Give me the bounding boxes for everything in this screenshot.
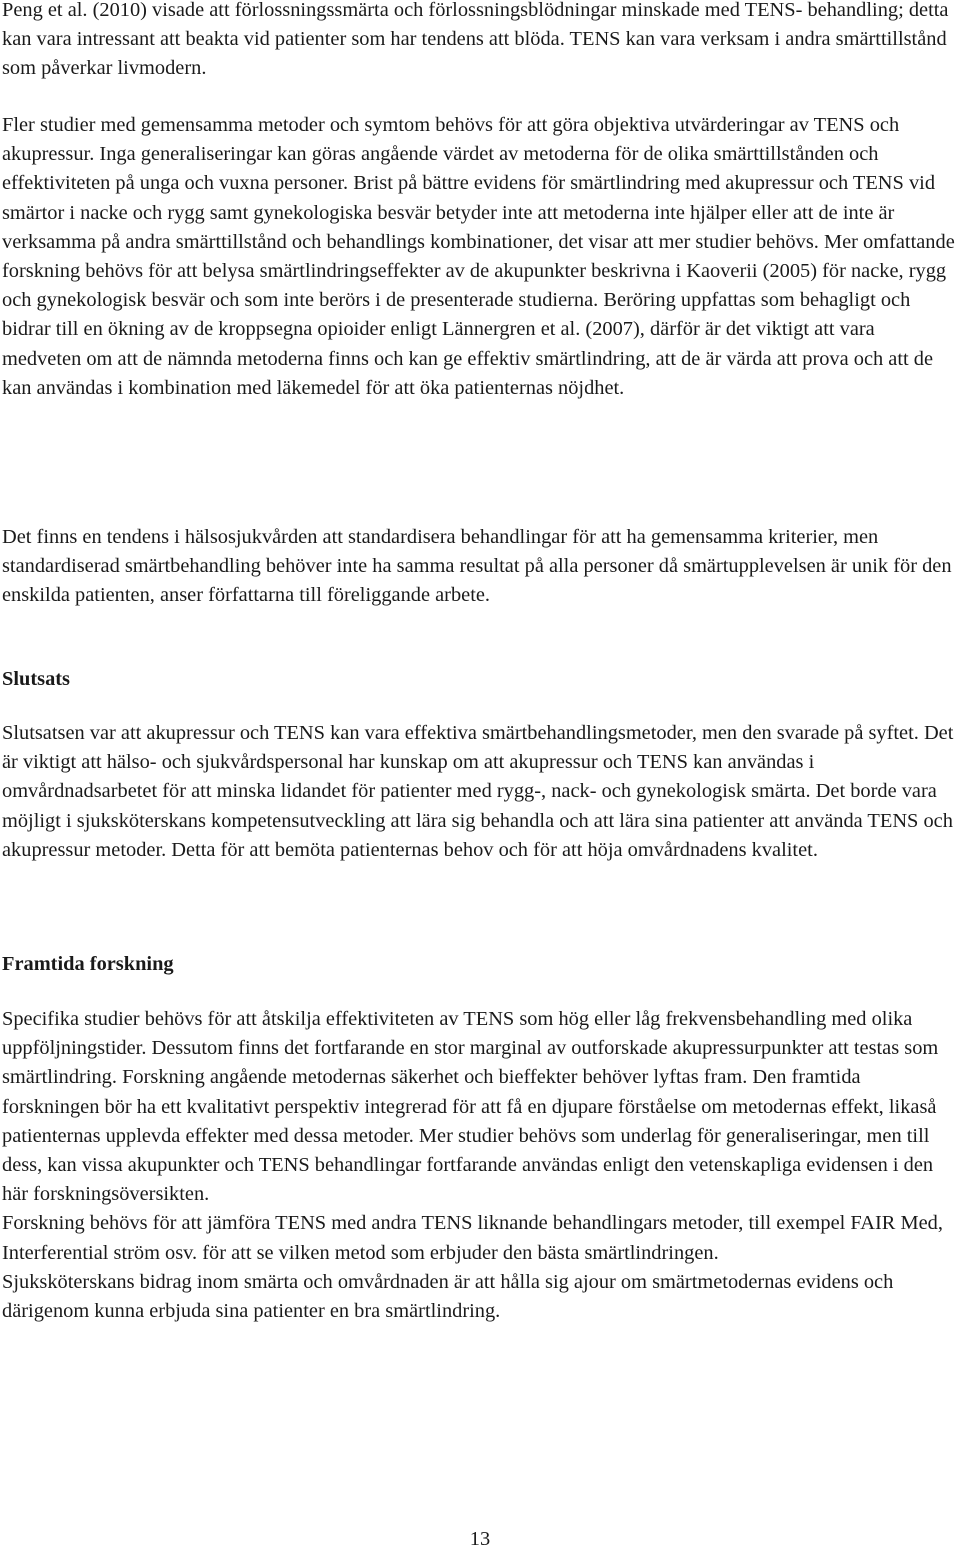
heading-slutsats: Slutsats	[2, 668, 70, 690]
paragraph-framtida-1: Specifika studier behövs för att åtskilja effektiviteten av TENS som hög eller låg frekvensbehandling med olika uppföljningstider. Dessutom finns det fortfarande en stor marginal av outforskade akupressurpunkter att testas som smärtlindring. Forskning angående metodernas säkerhet och bieffekter behöver lyftas fram. Den framtida forskningen bör ha ett kvalitativt perspektiv integrerad för att få en djupare förståelse om metodernas effekt, likaså patienternas upplevda effekter med dessa metoder. Mer studier behövs som underlag för generaliseringar, men till dess, kan vissa akupunkter och TENS behandlingar fortfarande användas enligt den vetenskapliga evidensen i den här forskningsöversikten.	[2, 1008, 939, 1206]
paragraph-slutsats: Slutsatsen var att akupressur och TENS kan vara effektiva smärtbehandlingsmetoder, men den svarade på syftet. Det är viktigt att hälso- och sjukvårdspersonal har kunskap om att akupressur och TENS kan användas i omvårdnadsarbetet för att minska lidandet för patienter med rygg-, nack- och gynekologisk smärta. Det borde vara möjligt i sjuksköterskans kompetensutveckling att lära sig behandla och att lära sina patienter att använda TENS och akupressur metoder. Detta för att bemöta patienternas behov och för att höja omvårdnadens kvalitet.	[2, 722, 954, 861]
paragraph-peng: Peng et al. (2010) visade att förlossningssmärta och förlossningsblödningar minskade med TENS- behandling; detta kan vara intressant att beakta vid patienter som har tendens att blöda. TENS kan vara verksam i andra smärttillstånd som påverkar livmodern.	[2, 0, 949, 80]
discussion-paragraph	[2, 111, 957, 403]
paragraph-framtida-3: Sjuksköterskans bidrag inom smärta och omvårdnaden är att hålla sig ajour om smärtmetodernas evidens och därigenom kunna erbjuda sina patienter en bra smärtlindring.	[2, 1270, 894, 1323]
paragraph-framtida-2: Forskning behövs för att jämföra TENS med andra TENS liknande behandlingars metoder, till exempel FAIR Med, Interferential ström osv. för att se vilken metod som erbjuder den bästa smärtlindringen.	[2, 1212, 943, 1264]
heading-framtida-forskning: Framtida forskning	[2, 953, 174, 975]
framtida-section	[2, 1005, 957, 1326]
paragraph-standardization: Det finns en tendens i hälsosjukvården att standardisera behandlingar för att ha gemensamma kriterier, men standardiserad smärtbehandling behöver inte ha samma resultat på alla personer då smärtupplevelsen är unik för den enskilda patienten, anser författarna till föreliggande arbete.	[2, 526, 952, 607]
standardization-paragraph	[2, 523, 957, 611]
paragraph-studies: Fler studier med gemensamma metoder och symtom behövs för att göra objektiva utvärderingar av TENS och akupressur. Inga generaliseringar kan göras angående värdet av metoderna för de olika smärttillstånden och effektiviteten på unga och vuxna personer. Brist på bättre evidens för smärtlindring med akupressur och TENS vid smärtor i nacke och rygg samt gynekologiska besvär betyder inte att metoderna inte hjälper eller att de inte är verksamma på andra smärttillstånd och behandlings kombinationer, det visar att mer studier behövs. Mer omfattande forskning behövs för att belysa smärtlindringseffekter av de akupunkter beskrivna i Kaoverii (2005) för nacke, rygg och gynekologisk besvär och som inte berörs i de presenterade studierna. Beröring uppfattas som behagligt och bidrar till en ökning av de kroppsegna opioider enligt Lännergren et al. (2007), därför är det viktigt att vara medveten om att de nämnda metoderna finns och kan ge effektiv smärtlindring, att de är värda att prova och att de kan användas i kombination med läkemedel för att öka patienternas nöjdhet.	[2, 114, 955, 399]
slutsats-section	[2, 719, 957, 865]
intro-paragraph	[2, 0, 957, 84]
page-number: 13	[469, 1528, 491, 1550]
